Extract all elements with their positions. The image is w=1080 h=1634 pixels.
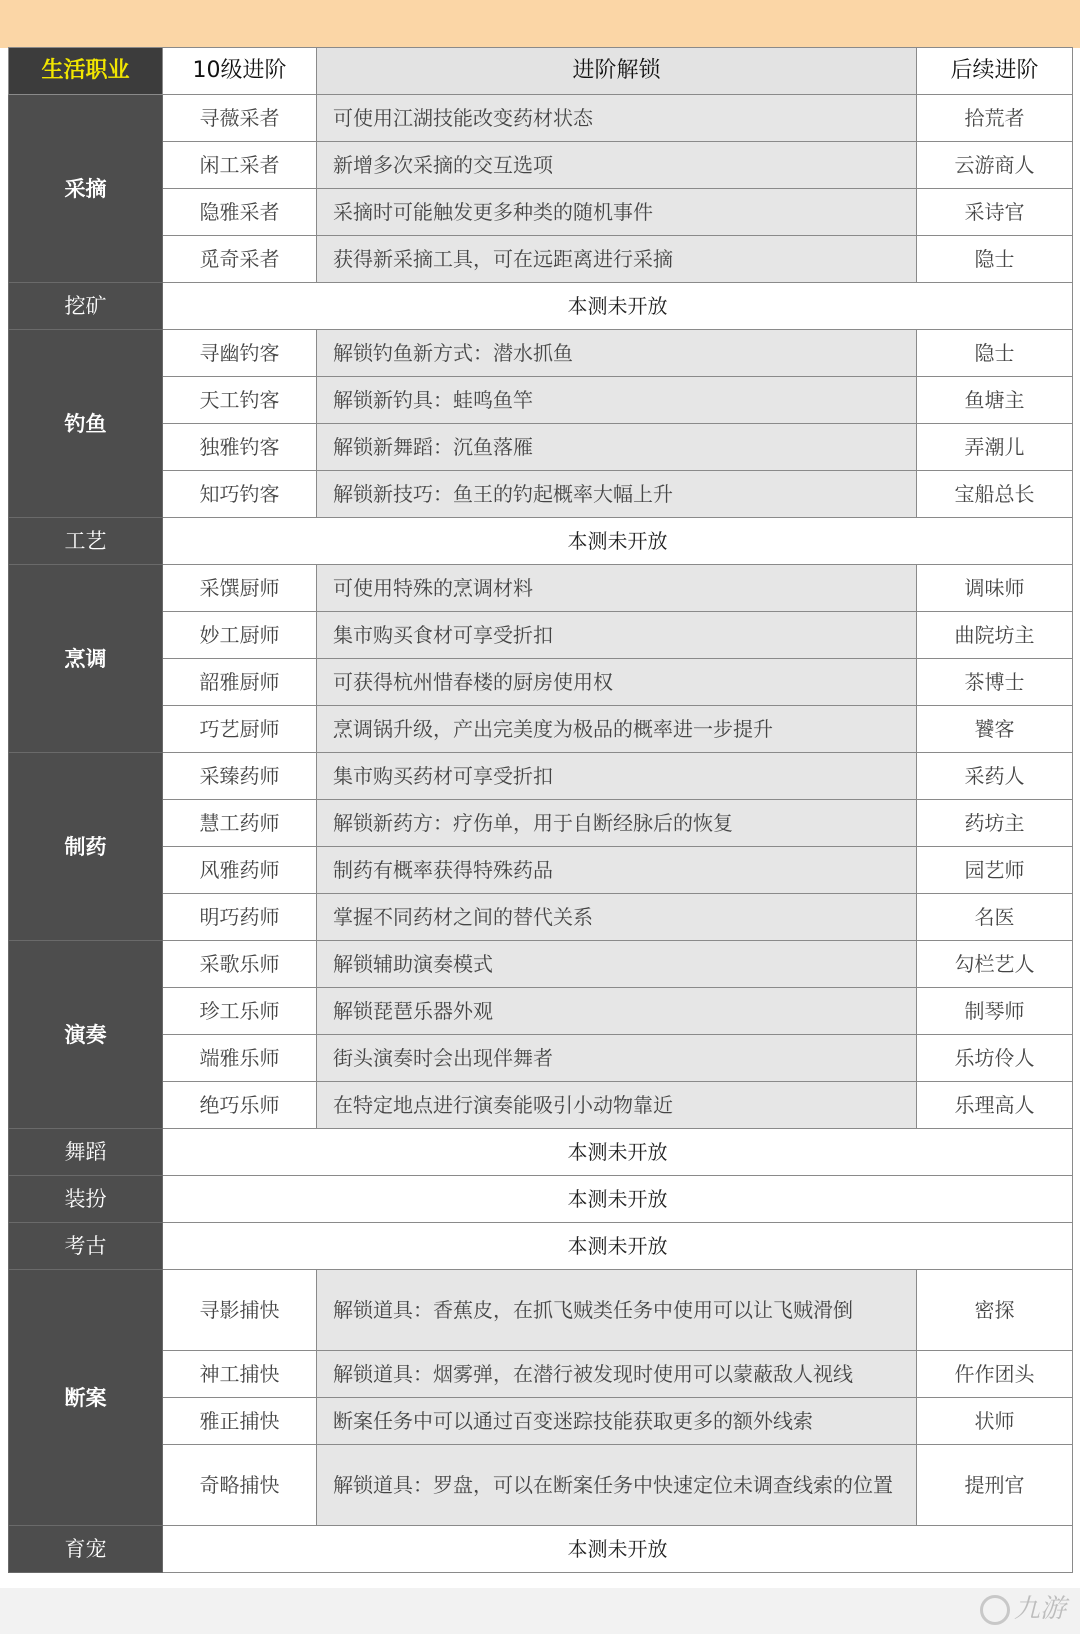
watermark-logo-icon [980, 1595, 1010, 1625]
unlock-desc-cell: 可使用江湖技能改变药材状态 [317, 95, 917, 142]
table-row [9, 565, 1073, 612]
unlock-desc-cell: 制药有概率获得特殊药品 [317, 847, 917, 894]
next-advance-cell: 采诗官 [917, 189, 1073, 236]
level10-name-cell: 端雅乐师 [163, 1035, 317, 1082]
table-row [9, 236, 1073, 283]
table-row [9, 1082, 1073, 1129]
next-advance-cell: 隐士 [917, 236, 1073, 283]
level10-name-cell: 珍工乐师 [163, 988, 317, 1035]
level10-name-cell: 慧工药师 [163, 800, 317, 847]
next-advance-cell: 密探 [917, 1270, 1073, 1351]
table-row-closed [9, 1526, 1073, 1573]
next-advance-cell: 园艺师 [917, 847, 1073, 894]
unlock-desc-cell: 获得新采摘工具，可在远距离进行采摘 [317, 236, 917, 283]
category-cell: 烹调 [9, 565, 163, 753]
table-row [9, 612, 1073, 659]
level10-name-cell: 韶雅厨师 [163, 659, 317, 706]
unlock-desc-cell: 解锁新药方：疗伤单，用于自断经脉后的恢复 [317, 800, 917, 847]
unlock-desc-cell: 在特定地点进行演奏能吸引小动物靠近 [317, 1082, 917, 1129]
unlock-desc-cell: 可使用特殊的烹调材料 [317, 565, 917, 612]
unlock-desc-cell: 可获得杭州惜春楼的厨房使用权 [317, 659, 917, 706]
next-advance-cell: 仵作团头 [917, 1351, 1073, 1398]
level10-name-cell: 独雅钓客 [163, 424, 317, 471]
closed-cell: 本测未开放 [163, 283, 1073, 330]
next-advance-cell: 勾栏艺人 [917, 941, 1073, 988]
level10-name-cell: 绝巧乐师 [163, 1082, 317, 1129]
category-cell: 钓鱼 [9, 330, 163, 518]
unlock-desc-cell: 解锁钓鱼新方式：潜水抓鱼 [317, 330, 917, 377]
unlock-desc-cell: 街头演奏时会出现伴舞者 [317, 1035, 917, 1082]
table-row [9, 988, 1073, 1035]
table-row [9, 1035, 1073, 1082]
table-header-row [9, 48, 1073, 95]
level10-name-cell: 风雅药师 [163, 847, 317, 894]
level10-name-cell: 巧艺厨师 [163, 706, 317, 753]
table-row-closed [9, 1129, 1073, 1176]
level10-name-cell: 隐雅采者 [163, 189, 317, 236]
next-advance-cell: 鱼塘主 [917, 377, 1073, 424]
category-cell: 挖矿 [9, 283, 163, 330]
level10-name-cell: 神工捕快 [163, 1351, 317, 1398]
next-advance-cell: 提刑官 [917, 1445, 1073, 1526]
next-advance-cell: 制琴师 [917, 988, 1073, 1035]
next-advance-cell: 宝船总长 [917, 471, 1073, 518]
header-next: 后续进阶 [917, 48, 1073, 95]
next-advance-cell: 乐理高人 [917, 1082, 1073, 1129]
next-advance-cell: 乐坊伶人 [917, 1035, 1073, 1082]
header-unlock: 进阶解锁 [317, 48, 917, 95]
next-advance-cell: 饕客 [917, 706, 1073, 753]
table-row [9, 753, 1073, 800]
table-row-closed [9, 1223, 1073, 1270]
next-advance-cell: 茶博士 [917, 659, 1073, 706]
table-row [9, 330, 1073, 377]
table-row [9, 471, 1073, 518]
category-cell: 装扮 [9, 1176, 163, 1223]
category-cell: 舞蹈 [9, 1129, 163, 1176]
table-body [9, 95, 1073, 1573]
unlock-desc-cell: 新增多次采摘的交互选项 [317, 142, 917, 189]
next-advance-cell: 调味师 [917, 565, 1073, 612]
next-advance-cell: 拾荒者 [917, 95, 1073, 142]
unlock-desc-cell: 断案任务中可以通过百变迷踪技能获取更多的额外线索 [317, 1398, 917, 1445]
table-row [9, 95, 1073, 142]
watermark-text: 九游 [1013, 1594, 1066, 1624]
unlock-desc-cell: 集市购买药材可享受折扣 [317, 753, 917, 800]
unlock-desc-cell: 解锁道具：烟雾弹，在潜行被发现时使用可以蒙蔽敌人视线 [317, 1351, 917, 1398]
header-category: 生活职业 [9, 48, 163, 95]
level10-name-cell: 知巧钓客 [163, 471, 317, 518]
top-banner [0, 0, 1080, 48]
table-row [9, 706, 1073, 753]
table-row [9, 894, 1073, 941]
table-row [9, 377, 1073, 424]
unlock-desc-cell: 掌握不同药材之间的替代关系 [317, 894, 917, 941]
table-row-closed [9, 1176, 1073, 1223]
level10-name-cell: 奇略捕快 [163, 1445, 317, 1526]
level10-name-cell: 寻影捕快 [163, 1270, 317, 1351]
level10-name-cell: 寻幽钓客 [163, 330, 317, 377]
category-cell: 育宠 [9, 1526, 163, 1573]
next-advance-cell: 状师 [917, 1398, 1073, 1445]
table-row [9, 1351, 1073, 1398]
level10-name-cell: 采馔厨师 [163, 565, 317, 612]
profession-table-container [8, 47, 1072, 1573]
table-row-closed [9, 518, 1073, 565]
table-row [9, 189, 1073, 236]
unlock-desc-cell: 解锁道具：香蕉皮，在抓飞贼类任务中使用可以让飞贼滑倒 [317, 1270, 917, 1351]
unlock-desc-cell: 解锁琵琶乐器外观 [317, 988, 917, 1035]
level10-name-cell: 闲工采者 [163, 142, 317, 189]
table-row [9, 941, 1073, 988]
table-row [9, 1270, 1073, 1351]
level10-name-cell: 天工钓客 [163, 377, 317, 424]
unlock-desc-cell: 解锁新钓具：蛙鸣鱼竿 [317, 377, 917, 424]
level10-name-cell: 采歌乐师 [163, 941, 317, 988]
category-cell: 断案 [9, 1270, 163, 1526]
level10-name-cell: 明巧药师 [163, 894, 317, 941]
header-level10: 10级进阶 [163, 48, 317, 95]
level10-name-cell: 妙工厨师 [163, 612, 317, 659]
closed-cell: 本测未开放 [163, 1129, 1073, 1176]
unlock-desc-cell: 采摘时可能触发更多种类的随机事件 [317, 189, 917, 236]
next-advance-cell: 药坊主 [917, 800, 1073, 847]
table-row [9, 800, 1073, 847]
category-cell: 制药 [9, 753, 163, 941]
unlock-desc-cell: 集市购买食材可享受折扣 [317, 612, 917, 659]
category-cell: 采摘 [9, 95, 163, 283]
next-advance-cell: 云游商人 [917, 142, 1073, 189]
next-advance-cell: 名医 [917, 894, 1073, 941]
unlock-desc-cell: 解锁新舞蹈：沉鱼落雁 [317, 424, 917, 471]
category-cell: 考古 [9, 1223, 163, 1270]
table-row [9, 659, 1073, 706]
table-row [9, 1398, 1073, 1445]
level10-name-cell: 雅正捕快 [163, 1398, 317, 1445]
closed-cell: 本测未开放 [163, 1526, 1073, 1573]
category-cell: 演奏 [9, 941, 163, 1129]
unlock-desc-cell: 烹调锅升级，产出完美度为极品的概率进一步提升 [317, 706, 917, 753]
unlock-desc-cell: 解锁道具：罗盘，可以在断案任务中快速定位未调查线索的位置 [317, 1445, 917, 1526]
table-row [9, 847, 1073, 894]
closed-cell: 本测未开放 [163, 518, 1073, 565]
level10-name-cell: 采臻药师 [163, 753, 317, 800]
category-cell: 工艺 [9, 518, 163, 565]
next-advance-cell: 采药人 [917, 753, 1073, 800]
profession-table [8, 47, 1073, 1573]
unlock-desc-cell: 解锁新技巧：鱼王的钓起概率大幅上升 [317, 471, 917, 518]
closed-cell: 本测未开放 [163, 1176, 1073, 1223]
watermark [916, 1588, 1066, 1630]
next-advance-cell: 弄潮儿 [917, 424, 1073, 471]
table-row [9, 142, 1073, 189]
level10-name-cell: 觅奇采者 [163, 236, 317, 283]
unlock-desc-cell: 解锁辅助演奏模式 [317, 941, 917, 988]
table-row [9, 1445, 1073, 1526]
table-row-closed [9, 283, 1073, 330]
table-row [9, 424, 1073, 471]
next-advance-cell: 曲院坊主 [917, 612, 1073, 659]
level10-name-cell: 寻薇采者 [163, 95, 317, 142]
closed-cell: 本测未开放 [163, 1223, 1073, 1270]
next-advance-cell: 隐士 [917, 330, 1073, 377]
